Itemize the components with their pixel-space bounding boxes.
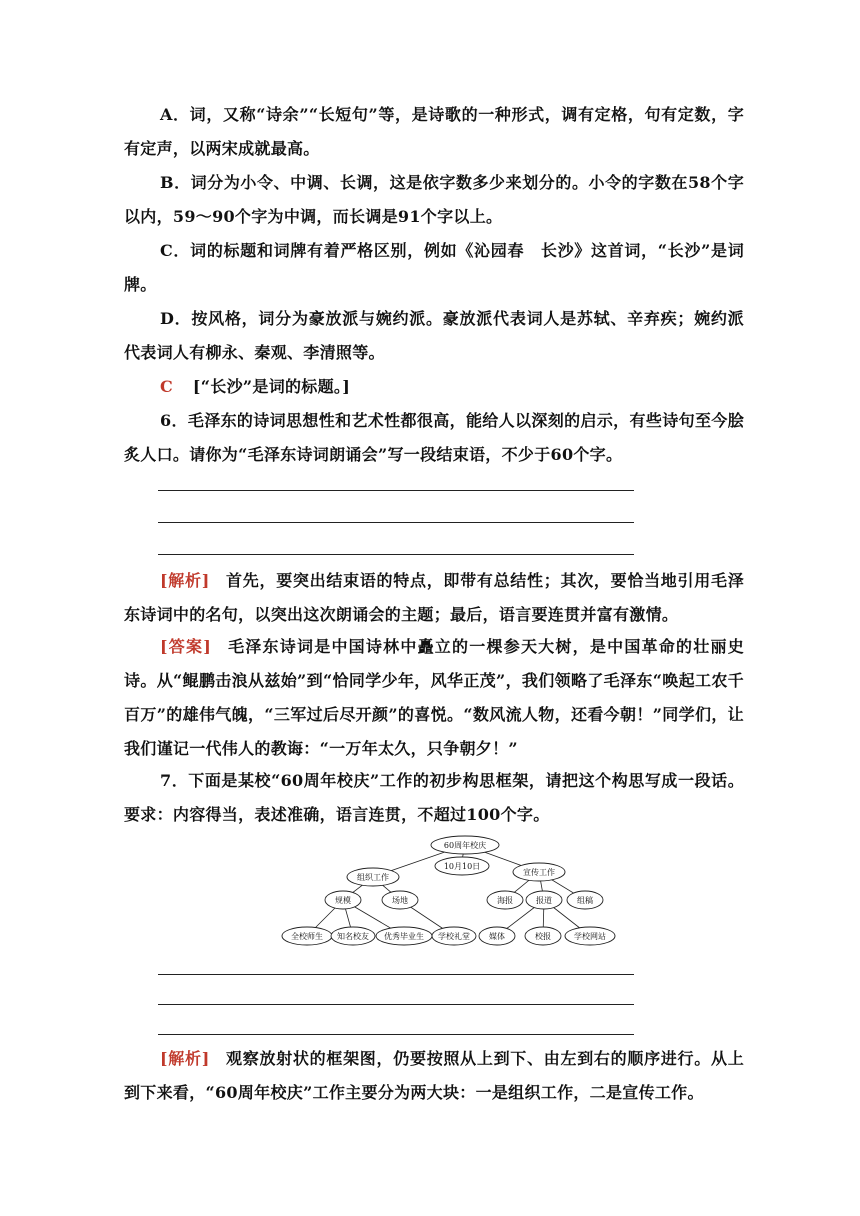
analysis-6-text: 首先，要突出结束语的特点，即带有总结性；其次，要恰当地引用毛泽东诗词中的名句，以突出这次朗诵会的主题；最后，语言要连贯并富有激情。 <box>124 571 744 624</box>
answer-line <box>158 974 634 975</box>
node-venue-label: 场地 <box>392 896 408 905</box>
node-root <box>431 836 499 854</box>
node-date-label: 10月10日 <box>443 862 481 871</box>
node-manuscript <box>567 891 603 909</box>
node-date <box>435 857 489 875</box>
node-media-label: 媒体 <box>489 932 505 941</box>
node-all-staff <box>282 927 332 945</box>
node-graduates <box>376 927 432 945</box>
node-auditorium <box>432 927 476 945</box>
node-school-paper <box>525 927 561 945</box>
node-organization <box>347 868 399 886</box>
answer-line <box>158 1034 634 1035</box>
analysis-7-tag: [解析] <box>160 1049 210 1068</box>
question-6: 6．毛泽东的诗词思想性和艺术性都很高，能给人以深刻的启示，有些诗句至今脍炙人口。请你为“毛泽东诗词朗诵会”写一段结束语，不少于60个字。 <box>124 411 744 464</box>
framework-diagram <box>280 832 650 948</box>
node-media <box>479 927 515 945</box>
node-publicity <box>513 863 565 881</box>
answer-line <box>158 490 634 491</box>
node-graduates-label: 优秀毕业生 <box>384 932 424 941</box>
question-7: 7．下面是某校“60周年校庆”工作的初步构思框架，请把这个构思写成一段话。要求：内容得当，表述准确，语言连贯，不超过100个字。 <box>124 771 744 824</box>
node-venue <box>382 891 418 909</box>
answer-5-letter: C <box>160 377 174 396</box>
node-report <box>526 891 562 909</box>
node-scale <box>325 891 361 909</box>
node-website-label: 学校网站 <box>574 932 606 941</box>
answer-6-tag: [答案] <box>160 637 212 656</box>
node-website <box>565 927 615 945</box>
answer-6 <box>124 630 744 766</box>
node-report-label: 报道 <box>536 896 552 905</box>
node-poster <box>487 891 523 909</box>
answer-line <box>158 522 634 523</box>
node-manuscript-label: 组稿 <box>577 896 593 905</box>
node-auditorium-label: 学校礼堂 <box>438 932 470 941</box>
option-a: A．词，又称“诗余”“长短句”等，是诗歌的一种形式，调有定格，句有定数，字有定声，以两宋成就最高。 <box>124 105 744 158</box>
answer-line <box>158 1004 634 1005</box>
analysis-6 <box>124 564 744 632</box>
option-d: D．按风格，词分为豪放派与婉约派。豪放派代表词人是苏轼、辛弃疾；婉约派代表词人有柳永、秦观、李清照等。 <box>124 309 744 362</box>
node-alumni <box>331 927 375 945</box>
node-alumni-label: 知名校友 <box>337 932 369 941</box>
node-root-label: 60周年校庆 <box>443 841 487 850</box>
analysis-6-tag: [解析] <box>160 571 210 590</box>
answer-6-text: 毛泽东诗词是中国诗林中矗立的一棵参天大树，是中国革命的壮丽史诗。从“鲲鹏击浪从兹始”到“恰同学少年，风华正茂”，我们领略了毛泽东“唤起工农千百万”的雄伟气魄，“三军过后尽开颜”的喜悦。“数风流人物，还看今朝！”同学们，让我们谨记一代伟人的教诲：“一万年太久，只争朝夕！” <box>124 637 744 758</box>
node-school-paper-label: 校报 <box>535 932 551 941</box>
node-all-staff-label: 全校师生 <box>291 932 323 941</box>
analysis-7-text: 观察放射状的框架图，仍要按照从上到下、由左到右的顺序进行。从上到下来看，“60周年校庆”工作主要分为两大块：一是组织工作，二是宣传工作。 <box>124 1049 744 1102</box>
answer-line <box>158 554 634 555</box>
answer-5-note: [“长沙”是词的标题。] <box>192 377 351 396</box>
analysis-7 <box>124 1042 744 1110</box>
node-publicity-label: 宣传工作 <box>523 868 555 877</box>
option-b: B．词分为小令、中调、长调，这是依字数多少来划分的。小令的字数在58个字以内，59～90个字为中调，而长调是91个字以上。 <box>124 173 744 226</box>
option-c: C．词的标题和词牌有着严格区别，例如《沁园春 长沙》这首词，“长沙”是词牌。 <box>124 241 744 294</box>
answer-5 <box>124 370 744 404</box>
node-poster-label: 海报 <box>497 896 513 905</box>
node-scale-label: 规模 <box>335 896 351 905</box>
node-organization-label: 组织工作 <box>357 873 389 882</box>
